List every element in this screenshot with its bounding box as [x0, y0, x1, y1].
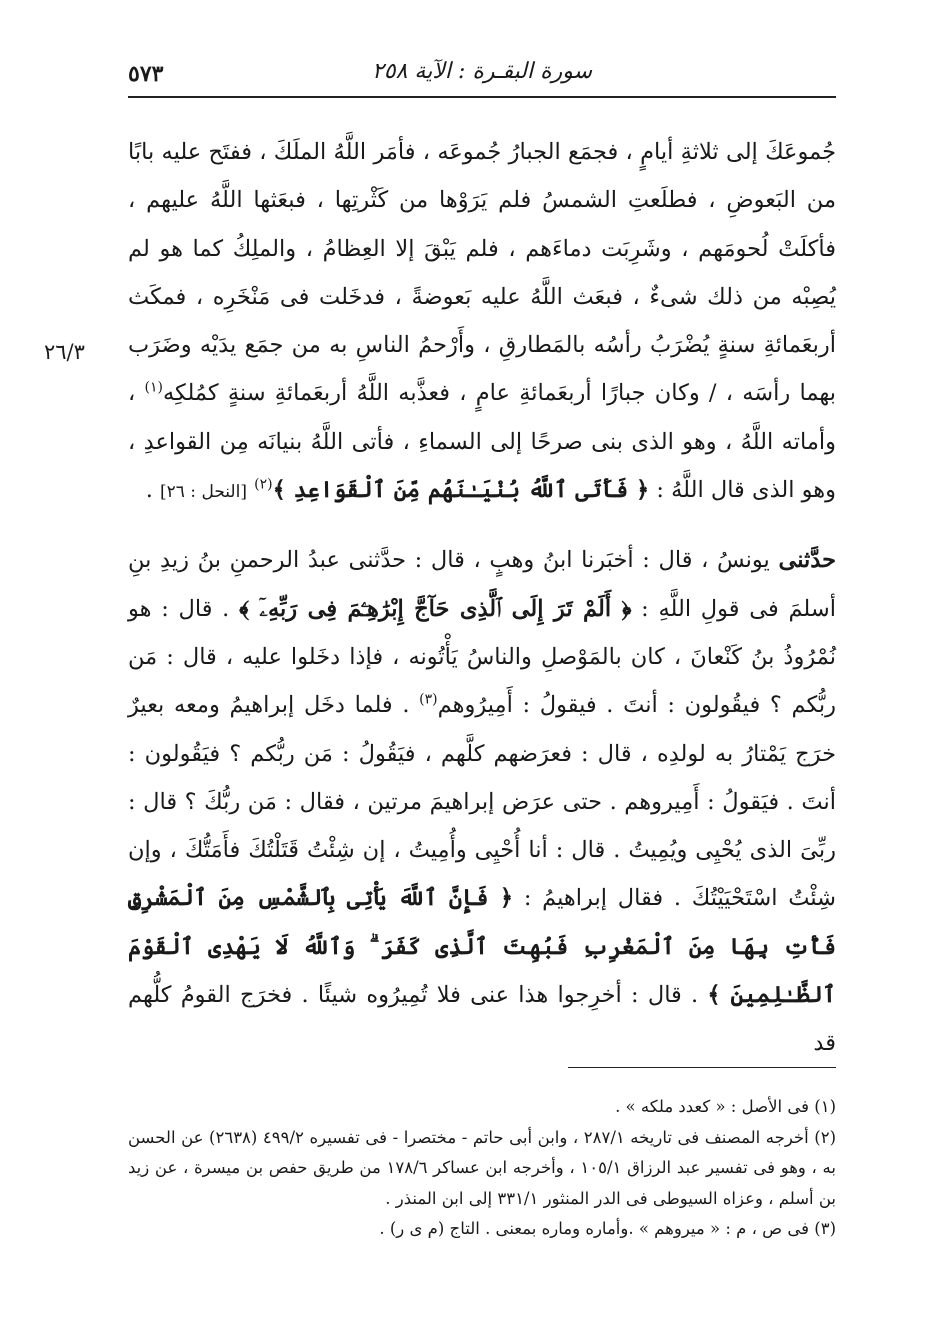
- page-header: [128, 55, 836, 91]
- paragraph-2-text-a: يونسُ ، قال : أخبَرنا ابنُ وهبٍ ، قال : حدَّثنى عبدُ الرحمنِ بنُ زيدِ بنِ أسلمَ فى قولِ اللَّهِ :: [128, 547, 836, 622]
- paragraph-2-text-d: . قال : أخرِجوا هذا عنى فلا تُمِيرُوه شيئًا . فخرَج القومُ كلُّهم قد: [128, 982, 836, 1057]
- paragraph-1-end: .: [145, 477, 153, 504]
- footnote-ref-3: (٣): [419, 691, 438, 708]
- quran-verse-baqarah-258b: ﴿ فَإِنَّ ٱللَّهَ يَأْتِى بِٱلشَّمْسِ مِنَ ٱلْمَشْرِقِ فَأْتِ بِهَا مِنَ ٱلْمَغْرِبِ فَبُهِتَ ٱلَّذِى كَفَرَ ۗ وَٱللَّهُ لَا يَهْدِى ٱلْقَوْمَ ٱلظَّـٰلِمِينَ ﴾: [128, 885, 836, 1009]
- footnote-2: (٢) أخرجه المصنف فى تاريخه ٢٨٧/١ ، وابن أبى حاتم - مختصرا - فى تفسيره ٤٩٩/٢ (٢٦٣٨) عن الحسن به ، وهو فى تفسير عبد الرزاق ١٠٥/١ ، وأخرجه ابن عساكر ١٧٨/٦ من طريق حفص بن ميسرة ، عن زيد بن أسلم ، وعزاه السيوطى فى الدر المنثور ٣٣١/١ إلى ابن المنذر .: [128, 1127, 836, 1208]
- footnote-ref-1: (١): [144, 379, 163, 396]
- quran-verse-baqarah-258a: ﴿ أَلَمْ تَرَ إِلَى ٱلَّذِى حَآجَّ إِبْرَٰهِـۧمَ فِى رَبِّهِۦٓ ﴾: [239, 595, 632, 622]
- paragraph-2-text-c: . فلما دخَل إبراهيمُ ومعه بعيرٌ خرَج يَمْتارُ به لولدِه ، قال : فعرَضهم كلَّهم ، فيَقُولُ : مَن ربُّكم ؟ فيَقُولون : أنتَ . فيَقولُ : أَمِيروهم . حتى عرَض إبراهيمَ مرتين ، فقال : مَن ربُّكَ ؟ قال : ربِّىَ الذى يُحْيِى ويُمِيتُ . قال : أنا أُحْيِى وأُمِيتُ ، إن شِئْتُ قَتَلْتُكَ فأَمَتُّكَ ، وإن شِئْتُ اسْتَحْيَيْتُكَ . فقال إبراهيمُ :: [128, 692, 836, 912]
- page-number: ٥٧٣: [128, 61, 164, 87]
- margin-volume-page-note: ٢٦/٣: [44, 340, 85, 364]
- header-rule: [128, 96, 836, 98]
- paragraph-1: [128, 128, 836, 516]
- footnote-1: (١) فى الأصل : « كعدد ملكه » .: [615, 1097, 836, 1116]
- quran-verse-nahl: ﴿ فَأَتَى ٱللَّهُ بُنْيَـٰنَهُم مِّنَ ٱلْقَوَاعِدِ ﴾: [272, 477, 650, 504]
- paragraph-2: [128, 536, 836, 1067]
- narration-opening: حدَّثنى: [778, 547, 836, 574]
- verse-reference: [النحل : ٢٦]: [160, 482, 247, 503]
- paragraph-gap: [128, 516, 836, 536]
- footnote-3: (٣) فى ص ، م : « ميروهم » .وأماره وماره بمعنى . التاج (م ى ر) .: [379, 1219, 836, 1238]
- main-text: [128, 128, 836, 1068]
- paragraph-1-text-b: ، وأماته اللَّهُ ، وهو الذى بنى صرحًا إلى السماءِ ، فأتى اللَّهُ بنيانَه مِن القواعدِ ، وهو الذى قال اللَّهُ :: [128, 380, 836, 504]
- running-title: سورة البقـرة : الآية ٢٥٨: [371, 59, 593, 84]
- paragraph-1-text-a: جُموعَكَ إلى ثلاثةِ أيامٍ ، فجمَع الجبارُ جُموعَه ، فأمَر اللَّهُ الملَكَ ، ففتَح عليه بابًا من البَعوضِ ، فطلَعتِ الشمسُ فلم يَرَوْها من كَثْرتِها ، فبعَثها اللَّهُ عليهم ، فأكلَتْ لُحومَهم ، وشَرِبَت دماءَهم ، فلم يَبْقَ إلا العِظامُ ، والملِكُ كما هو لم يُصِبْه من ذلك شىءٌ ، فبعَث اللَّهُ عليه بَعوضةً ، فدخَلت فى مَنْخَرِه ، فمكَث أربعَمائةِ سنةٍ يُضْرَبُ رأسُه بالمَطارقِ ، وأَرْحمُ الناسِ به من جمَع يدَيْه وضَرَب بهما رأسَه ، / وكان جبارًا أربعَمائةِ عامٍ ، فعذَّبه اللَّهُ أربعَمائةِ سنةٍ كمُلكِه: [128, 139, 836, 407]
- footnotes: [128, 1092, 836, 1245]
- paragraph-2-text-b: . قال : هو نُمْرُوذُ بنُ كَنْعانَ ، كان بالمَوْصلِ والناسُ يَأْتُونه ، فإذا دخَلوا عليه ، قال : مَن ربُّكم ؟ فيقُولون : أنتَ . فيقولُ : أَمِيرُوهم: [128, 595, 836, 719]
- footnote-ref-2: (٢): [254, 476, 273, 493]
- footnote-rule: [568, 1067, 836, 1068]
